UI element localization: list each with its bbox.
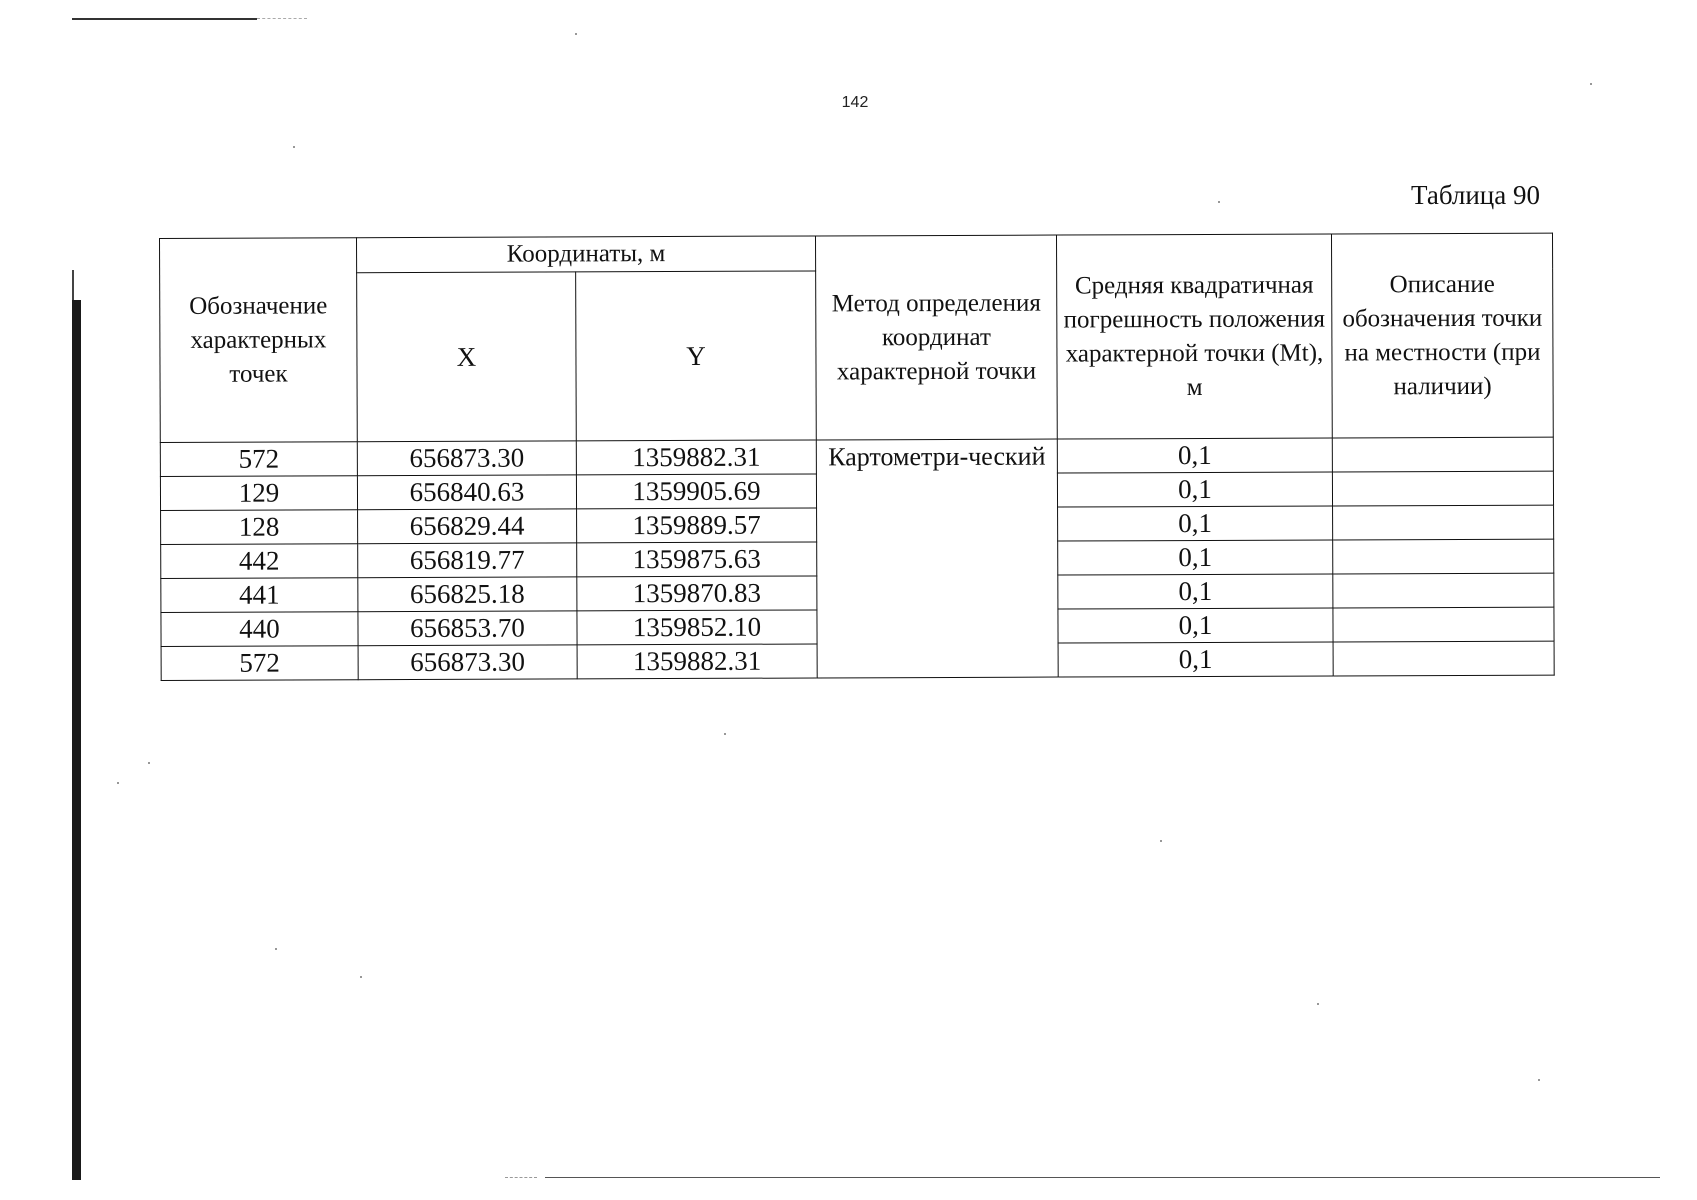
cell-description xyxy=(1333,573,1554,608)
cell-description xyxy=(1333,607,1554,642)
cell-y: 1359870.83 xyxy=(577,576,817,611)
cell-error: 0,1 xyxy=(1058,574,1333,609)
cell-y: 1359905.69 xyxy=(576,474,816,509)
cell-x: 656819.77 xyxy=(358,543,577,578)
cell-y: 1359882.31 xyxy=(576,440,816,475)
coordinates-table xyxy=(159,233,1555,681)
scan-left-edge-mark xyxy=(72,270,74,300)
cell-point: 128 xyxy=(161,510,358,545)
cell-point: 572 xyxy=(161,646,358,681)
cell-x: 656829.44 xyxy=(358,509,577,544)
scan-left-edge-bar xyxy=(72,300,81,1180)
cell-description xyxy=(1332,471,1553,506)
scan-speck xyxy=(148,762,150,764)
cell-description xyxy=(1333,505,1554,540)
cell-point: 442 xyxy=(161,544,358,579)
header-x: X xyxy=(357,272,577,442)
cell-method xyxy=(816,439,1058,678)
cell-error: 0,1 xyxy=(1058,642,1333,677)
cell-point: 440 xyxy=(161,612,358,647)
scan-bottom-rule-faint xyxy=(505,1177,537,1178)
scan-speck xyxy=(1590,83,1592,85)
header-y: Y xyxy=(576,271,817,441)
cell-x: 656873.30 xyxy=(358,645,577,680)
header-coordinates: Координаты, м xyxy=(357,236,816,273)
cell-x: 656825.18 xyxy=(358,577,577,612)
cell-point: 572 xyxy=(160,442,357,477)
header-row-1 xyxy=(160,233,1553,273)
table-header xyxy=(160,233,1554,442)
header-description: Описание обозначения точки на местности (при наличии) xyxy=(1332,233,1554,438)
table-body xyxy=(160,437,1554,680)
cell-x: 656840.63 xyxy=(357,475,576,510)
header-error: Средняя квадратичная погрешность положения характерной точки (Mt), м xyxy=(1057,234,1333,439)
scan-bottom-rule xyxy=(545,1177,1660,1178)
cell-description xyxy=(1333,641,1554,676)
cell-description xyxy=(1333,539,1554,574)
scan-speck xyxy=(117,782,119,784)
header-method: Метод определения координат характерной точки xyxy=(816,235,1058,440)
scan-top-rule-faint xyxy=(257,18,307,19)
coordinates-table-wrapper xyxy=(159,238,1552,681)
table-row xyxy=(160,437,1553,476)
cell-y: 1359882.31 xyxy=(577,644,817,679)
cell-x: 656873.30 xyxy=(357,441,576,476)
scan-speck xyxy=(1538,1079,1540,1081)
cell-error: 0,1 xyxy=(1058,506,1333,541)
scan-speck xyxy=(1317,1003,1319,1005)
cell-error: 0,1 xyxy=(1057,472,1332,507)
scan-speck xyxy=(724,733,726,735)
method-value: Картометри-ческий xyxy=(828,441,1046,472)
cell-error: 0,1 xyxy=(1058,540,1333,575)
cell-point: 129 xyxy=(160,476,357,511)
scan-speck xyxy=(575,33,577,35)
cell-description xyxy=(1332,437,1553,472)
scan-speck xyxy=(1218,201,1220,203)
scan-top-rule xyxy=(72,18,257,20)
cell-y: 1359889.57 xyxy=(577,508,817,543)
page-number: 142 xyxy=(841,94,869,111)
header-point: Обозначение характерных точек xyxy=(160,238,358,443)
cell-y: 1359875.63 xyxy=(577,542,817,577)
scan-speck xyxy=(293,146,295,148)
cell-error: 0,1 xyxy=(1058,608,1333,643)
cell-point: 441 xyxy=(161,578,358,613)
cell-y: 1359852.10 xyxy=(577,610,817,645)
cell-error: 0,1 xyxy=(1057,438,1332,473)
scan-speck xyxy=(1160,840,1162,842)
scan-speck xyxy=(360,976,362,978)
cell-x: 656853.70 xyxy=(358,611,577,646)
scan-speck xyxy=(275,948,277,950)
table-caption: Таблица 90 xyxy=(1411,180,1540,210)
